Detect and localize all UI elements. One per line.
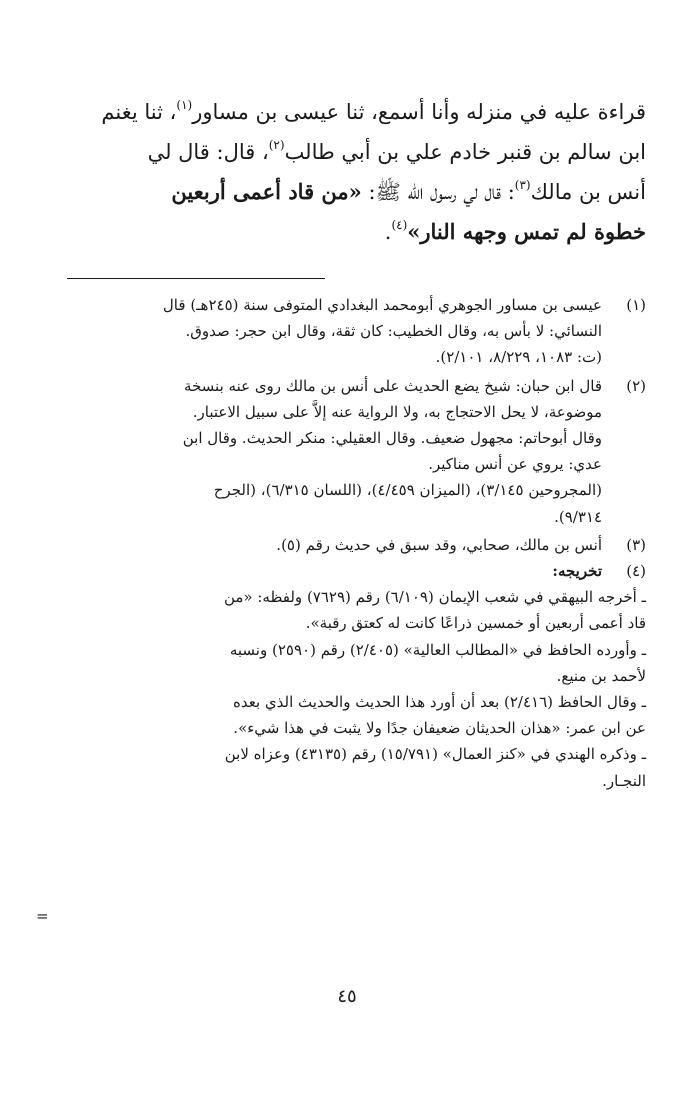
footnote-line: وقال أبوحاتم: مجهول ضعيف. وقال العقيلي: منكر الحديث. وقال ابن bbox=[182, 429, 602, 448]
footnote bbox=[40, 558, 646, 584]
footnote-separator bbox=[67, 278, 325, 279]
footnote-line: (ت: ١٠٨٣، ٨/٢٢٩، ٢/١٠١). bbox=[435, 348, 602, 367]
hadith-text: «من قاد أعمى أربعين bbox=[171, 179, 362, 204]
footnote-ref[interactable]: (٢) bbox=[268, 138, 285, 152]
footnote-line: ٩/٣١٤). bbox=[554, 507, 602, 526]
footnote-line: النجـار. bbox=[602, 771, 646, 790]
footnote-line: قاد أعمى أربعين أو خمسين ذراعًا كانت له كعتق رقبة». bbox=[305, 614, 646, 633]
main-text bbox=[48, 92, 646, 252]
footnote-number: (٣) bbox=[626, 535, 646, 554]
footnote-heading: تخريجه: bbox=[552, 562, 602, 581]
main-line bbox=[48, 172, 646, 212]
main-text-span: أنس بن مالك bbox=[530, 180, 646, 204]
main-line bbox=[48, 92, 646, 132]
hadith-text: خطوة لم تمس وجهه النار» bbox=[407, 219, 646, 244]
footnote-line: موضوعة، لا يحل الاحتجاج به، ولا الرواية عنه إلاَّ على سبيل الاعتبار. bbox=[192, 402, 602, 421]
main-text-span: : قال لي رسول الله ﷺ: bbox=[361, 180, 515, 204]
footnote-line: لأحمد بن منيع. bbox=[556, 666, 646, 685]
footnote-line: ـ أخرجه البيهقي في شعب الإيمان (٦/١٠٩) رقم (٧٦٢٩) ولفظه: «من bbox=[223, 588, 646, 607]
footnote-body bbox=[40, 584, 646, 794]
continuation-marker: = bbox=[36, 907, 49, 925]
footnote-ref[interactable]: (٣) bbox=[514, 178, 531, 192]
footnote-line: (المجروحين ٣/١٤٥)، (الميزان ٤/٤٥٩)، (اللسان ٦/٣١٥)، (الجرح bbox=[213, 481, 602, 500]
footnote-line: عن ابن عمر: «هذان الحديثان ضعيفان جدًا ولا يثبت في هذا شيء». bbox=[233, 719, 646, 738]
footnote-ref[interactable]: (٤) bbox=[391, 218, 408, 232]
footnote-number: (٤) bbox=[626, 562, 646, 581]
main-text-span: . bbox=[384, 220, 392, 244]
footnote-line: ـ وقال الحافظ (٢/٤١٦) بعد أن أورد هذا الحديث والحديث الذي بعده bbox=[232, 693, 646, 712]
footnote bbox=[40, 292, 646, 371]
main-line bbox=[48, 212, 646, 252]
main-text-span: ابن سالم بن قنبر خادم علي بن أبي طالب bbox=[284, 140, 646, 164]
page-number: ٤٥ bbox=[337, 986, 357, 1007]
footnote bbox=[40, 373, 646, 530]
footnote-line: قال ابن حبان: شيخ يضع الحديث على أنس بن مالك روى عنه بنسخة bbox=[183, 376, 602, 395]
footnote-ref[interactable]: (١) bbox=[176, 98, 193, 112]
main-text-span: ، ثنا يغنم bbox=[101, 100, 177, 124]
footnote-line: أنس بن مالك، صحابي، وقد سبق في حديث رقم (٥). bbox=[276, 535, 602, 554]
footnote bbox=[40, 532, 646, 558]
main-text-span: ، قال: قال لي bbox=[147, 140, 269, 164]
footnote-line: عدي: يروي عن أنس مناكير. bbox=[428, 455, 602, 474]
footnote-number: (١) bbox=[626, 296, 646, 314]
footnote-number: (٢) bbox=[626, 376, 646, 395]
footnote-line: عيسى بن مساور الجوهري أبومحمد البغدادي المتوفى سنة (٢٤٥هـ) قال bbox=[162, 296, 602, 314]
main-line bbox=[48, 132, 646, 172]
footnote-line: ـ وأورده الحافظ في «المطالب العالية» (٢/٤٠٥) رقم (٢٥٩٠) ونسبه bbox=[229, 640, 646, 659]
footnotes bbox=[40, 292, 646, 794]
main-text-span: قراءة عليه في منزله وأنا أسمع، ثنا عيسى بن مساور bbox=[192, 100, 646, 124]
footnote-line: ـ وذكره الهندي في «كنز العمال» (١٥/٧٩١) رقم (٤٣١٣٥) وعزاه لابن bbox=[224, 745, 646, 764]
footnote-line: النسائي: لا بأس به، وقال الخطيب: كان ثقة، وقال ابن حجر: صدوق. bbox=[185, 322, 602, 341]
